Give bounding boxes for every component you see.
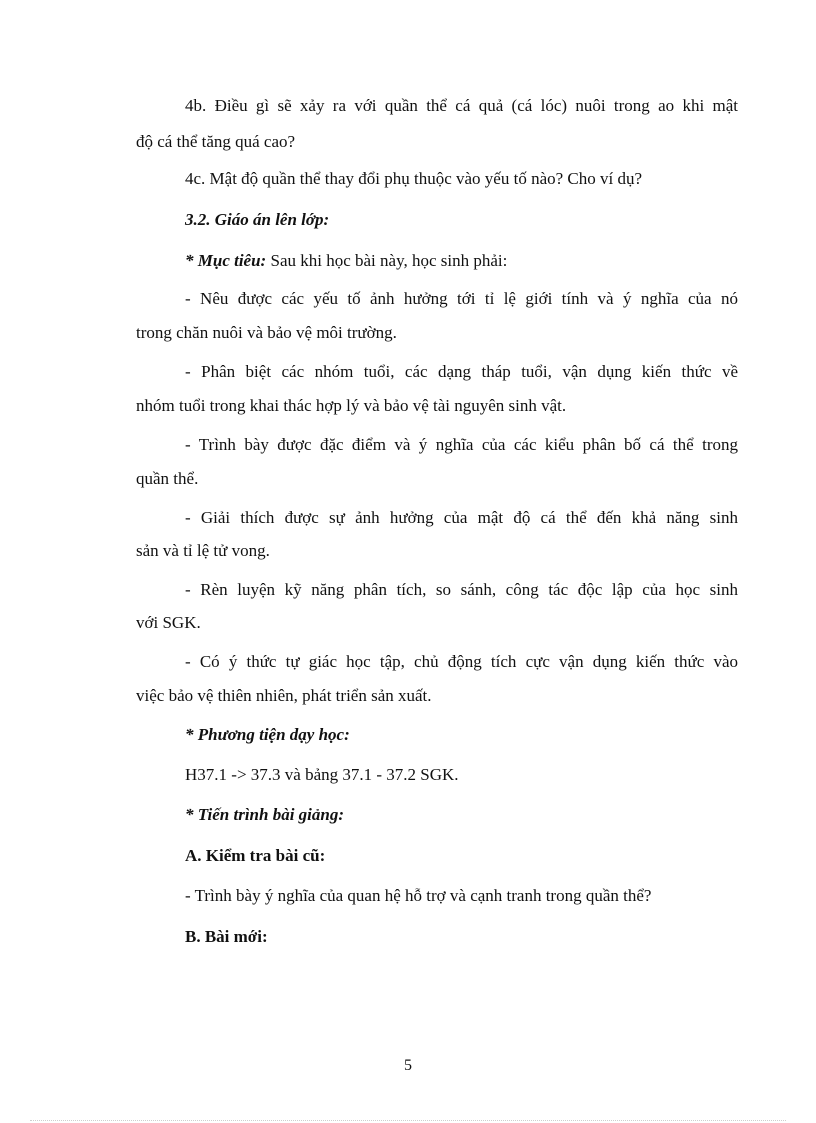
objective-6-line-1: - Có ý thức tự giác học tập, chủ động tích cực vận dụng kiến thức vào xyxy=(185,652,738,671)
page-number: 5 xyxy=(404,1057,412,1074)
objective-5-line-1: - Rèn luyện kỹ năng phân tích, so sánh, công tác độc lập của học sinh xyxy=(185,580,738,599)
objectives-text: Sau khi học bài này, học sinh phải: xyxy=(266,251,508,270)
teaching-aids-heading: * Phương tiện dạy học: xyxy=(185,725,350,744)
old-lesson-question: - Trình bày ý nghĩa của quan hệ hỗ trợ và cạnh tranh trong quần thể? xyxy=(185,886,652,905)
old-lesson-check-heading: A. Kiểm tra bài cũ: xyxy=(185,846,326,865)
objective-1-line-1: - Nêu được các yếu tố ảnh hưởng tới tỉ lệ giới tính và ý nghĩa của nó xyxy=(185,289,738,308)
objective-3-line-1: - Trình bày được đặc điểm và ý nghĩa của các kiểu phân bố cá thể trong xyxy=(185,435,738,454)
objectives-paragraph xyxy=(185,249,507,273)
page-bottom-border xyxy=(30,1120,786,1121)
objective-3-line-2: quần thể. xyxy=(136,469,199,488)
lesson-plan-heading: 3.2. Giáo án lên lớp: xyxy=(185,210,330,229)
new-lesson-heading: B. Bài mới: xyxy=(185,927,268,946)
question-4b-line-2: độ cá thể tăng quá cao? xyxy=(136,132,296,151)
objective-2-line-2: nhóm tuổi trong khai thác hợp lý và bảo vệ tài nguyên sinh vật. xyxy=(136,396,567,415)
objective-4-line-2: sản và tỉ lệ tử vong. xyxy=(136,541,270,560)
question-4c: 4c. Mật độ quần thể thay đổi phụ thuộc vào yếu tố nào? Cho ví dụ? xyxy=(185,169,643,188)
question-4b-line-1: 4b. Điều gì sẽ xảy ra với quần thể cá quả (cá lóc) nuôi trong ao khi mật xyxy=(185,96,738,115)
objective-2-line-1: - Phân biệt các nhóm tuổi, các dạng tháp tuổi, vận dụng kiến thức về xyxy=(185,362,738,381)
lesson-progress-heading: * Tiến trình bài giảng: xyxy=(185,805,345,824)
objective-5-line-2: với SGK. xyxy=(136,613,201,632)
objective-1-line-2: trong chăn nuôi và bảo vệ môi trường. xyxy=(136,323,397,342)
objective-6-line-2: việc bảo vệ thiên nhiên, phát triển sản xuất. xyxy=(136,686,432,705)
objectives-label: * Mục tiêu: xyxy=(185,251,267,270)
teaching-aids-text: H37.1 -> 37.3 và bảng 37.1 - 37.2 SGK. xyxy=(185,765,459,784)
objective-4-line-1: - Giải thích được sự ảnh hưởng của mật độ cá thể đến khả năng sinh xyxy=(185,508,738,527)
